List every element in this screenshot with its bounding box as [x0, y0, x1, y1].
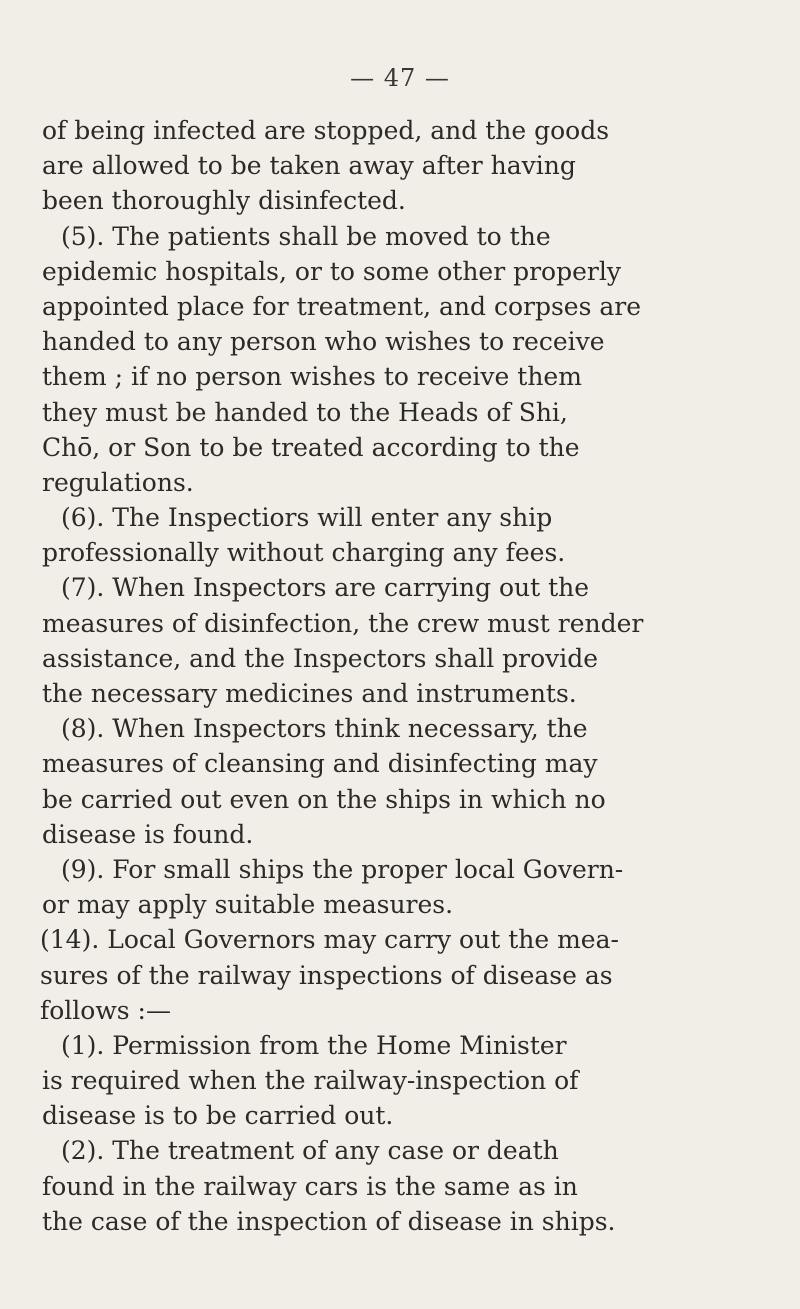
page-number: — 47 — — [350, 64, 450, 92]
text-line: they must be handed to the Heads of Shi, — [42, 397, 568, 427]
text-line: appointed place for treatment, and corpses are — [42, 291, 641, 321]
text-line: (6). The Inspectiors will enter any ship — [61, 503, 553, 533]
text-line: found in the railway cars is the same as in — [42, 1171, 578, 1201]
text-line: are allowed to be taken away after having — [42, 151, 576, 181]
text-line: be carried out even on the ships in which no — [42, 784, 606, 814]
body-text — [40, 113, 780, 1239]
text-line: regulations. — [42, 467, 194, 497]
text-line: (7). When Inspectors are carrying out the — [61, 573, 590, 603]
text-line: disease is found. — [42, 819, 254, 849]
text-line: follows :— — [40, 995, 171, 1025]
text-line: professionally without charging any fees. — [42, 538, 566, 568]
text-line: the case of the inspection of disease in ships. — [42, 1206, 616, 1236]
text-line: (14). Local Governors may carry out the mea- — [40, 925, 619, 955]
text-line: disease is to be carried out. — [42, 1101, 394, 1131]
text-line: measures of cleansing and disinfecting may — [42, 749, 598, 779]
text-line: assistance, and the Inspectors shall provide — [42, 643, 599, 673]
text-line: (2). The treatment of any case or death — [61, 1136, 559, 1166]
text-line: of being infected are stopped, and the goods — [42, 116, 610, 145]
text-line: epidemic hospitals, or to some other properly — [42, 256, 621, 286]
text-line: is required when the railway-inspection of — [42, 1066, 579, 1096]
text-line: handed to any person who wishes to receive — [42, 327, 605, 357]
text-line: or may apply suitable measures. — [42, 890, 454, 920]
text-line: (1). Permission from the Home Minister — [61, 1030, 567, 1060]
text-line: Chō, or Son to be treated according to the — [42, 432, 580, 462]
text-line: (9). For small ships the proper local Govern- — [61, 854, 624, 884]
text-line: been thoroughly disinfected. — [42, 186, 406, 216]
text-line: measures of disinfection, the crew must render — [42, 608, 644, 638]
text-line: (8). When Inspectors think necessary, the — [61, 714, 588, 744]
text-line: (5). The patients shall be moved to the — [61, 221, 551, 251]
text-line: the necessary medicines and instruments. — [42, 679, 577, 708]
text-line: sures of the railway inspections of disease as — [40, 960, 613, 990]
text-line: them ; if no person wishes to receive them — [42, 362, 582, 392]
